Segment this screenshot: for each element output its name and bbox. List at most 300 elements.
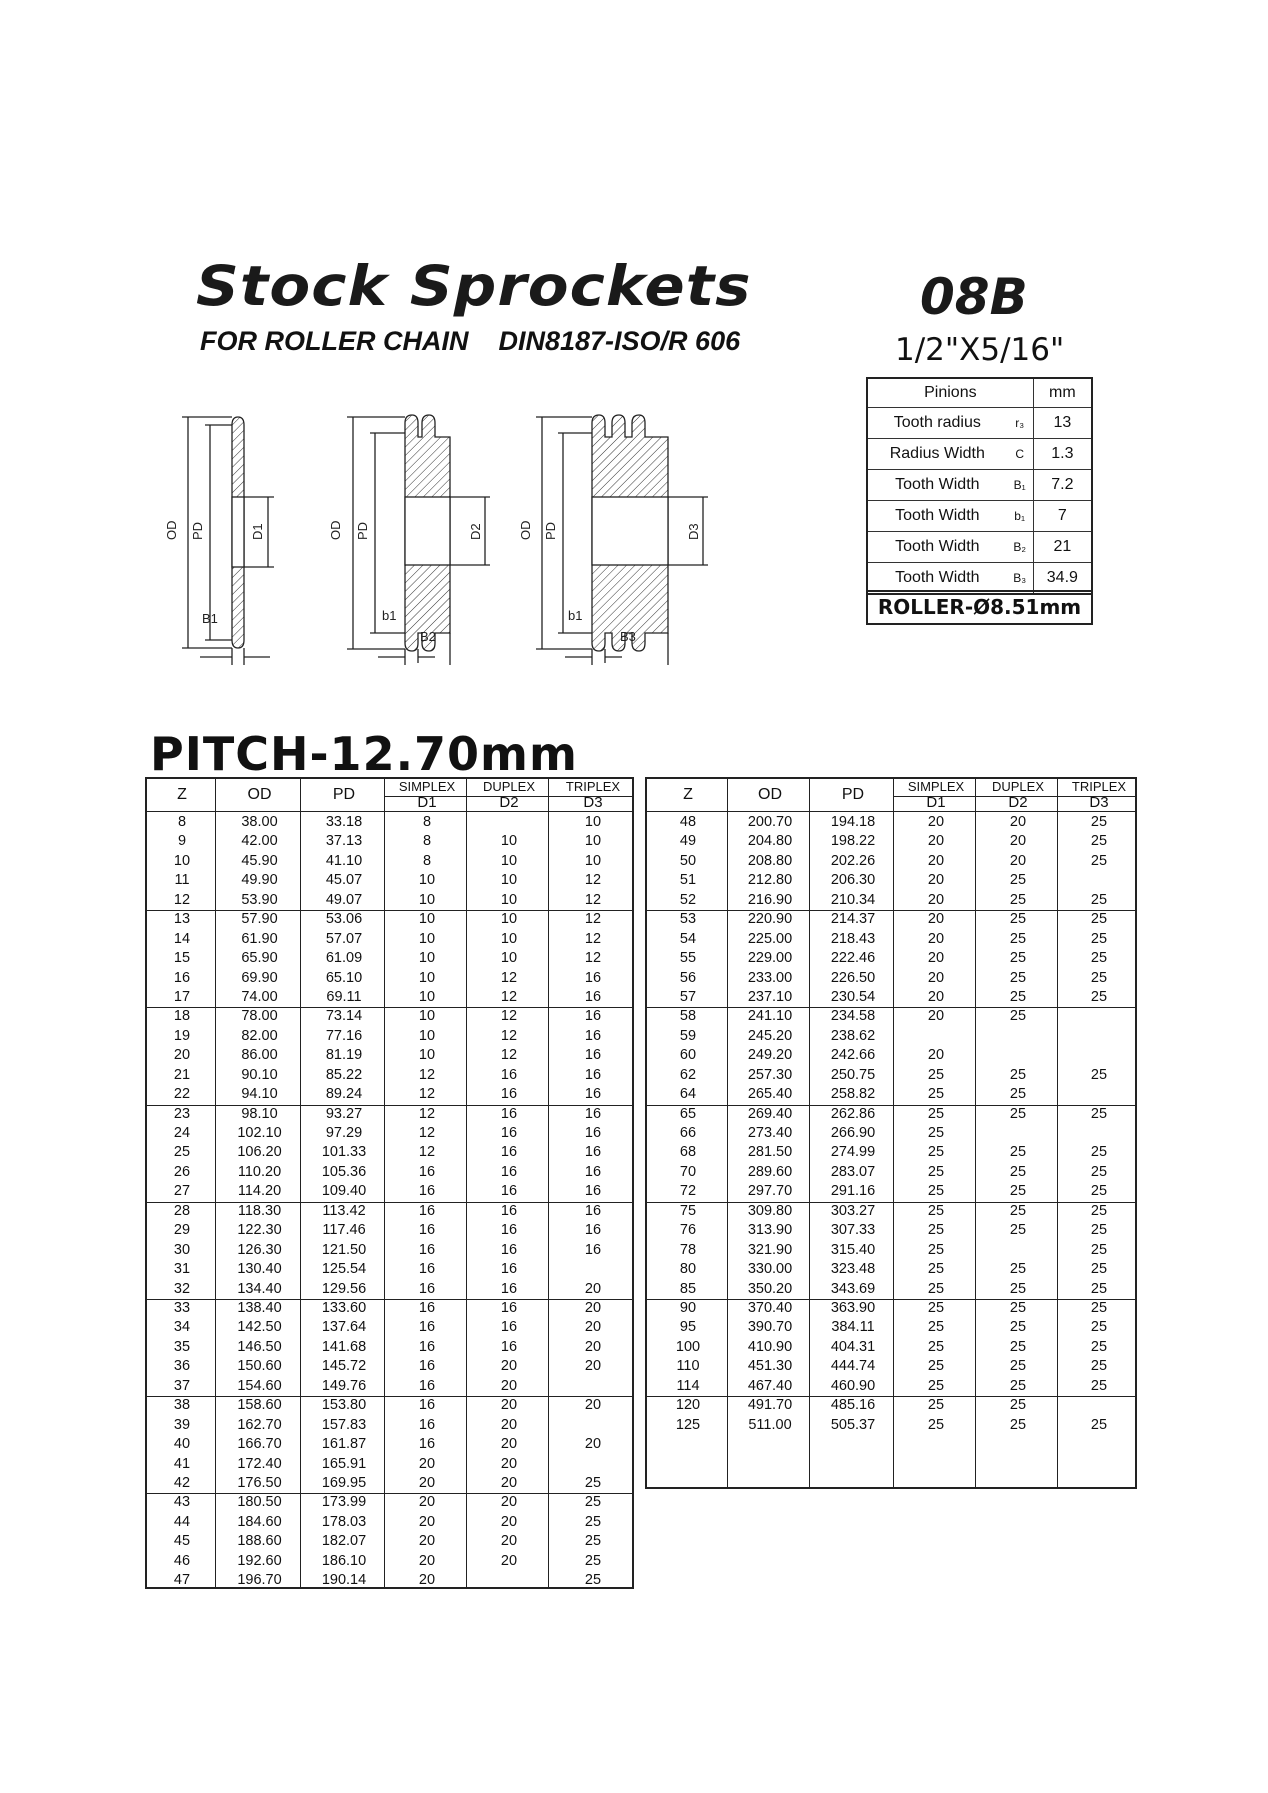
cell-d3: 12 — [584, 930, 602, 947]
cell-pd: 250.75 — [830, 1066, 876, 1083]
cell-d2: 25 — [1009, 950, 1027, 967]
cell-pd: 101.33 — [321, 1144, 367, 1161]
cell-z: 31 — [173, 1261, 191, 1278]
cell-pd: 141.68 — [321, 1338, 367, 1355]
cell-d2 — [977, 1027, 1059, 1046]
cell-z: 70 — [679, 1163, 697, 1180]
cell-d1: 25 — [927, 1222, 945, 1239]
cell-z: 57 — [679, 988, 697, 1005]
cell-pd: 186.10 — [321, 1552, 367, 1569]
cell-od: 98.10 — [241, 1105, 278, 1122]
cell-pd: 505.37 — [830, 1416, 876, 1433]
page-subtitle: FOR ROLLER CHAIN DIN8187-ISO/R 606 — [200, 326, 741, 356]
cell-d3: 25 — [1090, 911, 1108, 928]
cell-pd: 77.16 — [325, 1027, 363, 1044]
cell-d2: 10 — [500, 911, 518, 928]
cell-d3: 25 — [1090, 1163, 1108, 1180]
cell-d3: 20 — [584, 1300, 602, 1316]
cell-d2: 16 — [500, 1300, 518, 1316]
header-duplex: DUPLEX — [482, 779, 536, 794]
cell-od: 78.00 — [241, 1008, 278, 1025]
cell-od: 451.30 — [747, 1358, 793, 1375]
cell-d2: 16 — [500, 1144, 518, 1161]
cell-z: 41 — [173, 1455, 191, 1472]
cell-od: 172.40 — [237, 1455, 282, 1472]
cell-pd: 307.33 — [830, 1222, 876, 1239]
cell-d1: 10 — [418, 1047, 436, 1064]
cell-z: 65 — [679, 1105, 697, 1122]
cell-pd: 33.18 — [325, 814, 363, 830]
cell-d2: 12 — [500, 1047, 518, 1064]
cell-d2: 20 — [500, 1377, 518, 1394]
cell-z: 22 — [173, 1086, 191, 1103]
cell-pd: 113.42 — [322, 1202, 366, 1219]
cell-od: 86.00 — [241, 1047, 278, 1064]
cell-od: 130.40 — [237, 1261, 282, 1278]
cell-pd: 57.07 — [325, 930, 363, 947]
cell-z: 37 — [173, 1377, 191, 1394]
header-triplex: TRIPLEX — [1071, 779, 1127, 794]
cell-d2: 16 — [500, 1066, 518, 1083]
cell-z: 28 — [173, 1202, 191, 1219]
cell-z: 35 — [173, 1338, 191, 1355]
cell-d3: 25 — [584, 1552, 602, 1569]
cell-d1: 12 — [418, 1144, 436, 1161]
pinion-symbol: C — [1007, 439, 1034, 470]
cell-d1: 25 — [927, 1086, 945, 1103]
cell-z: 50 — [679, 852, 697, 869]
cell-d3 — [1059, 1085, 1139, 1104]
cell-d2: 16 — [500, 1222, 518, 1239]
cell-d2: 20 — [500, 1397, 518, 1414]
cell-od: 273.40 — [747, 1125, 793, 1142]
cell-od: 491.70 — [747, 1397, 793, 1414]
cell-od: 180.50 — [237, 1494, 282, 1511]
cell-z: 49 — [679, 833, 697, 850]
cell-z: 72 — [679, 1183, 697, 1200]
cell-od: 208.80 — [747, 852, 793, 869]
cell-z: 110 — [676, 1358, 700, 1375]
cell-od: 237.10 — [747, 988, 793, 1005]
cell-d1: 12 — [418, 1105, 436, 1122]
cell-d1: 25 — [927, 1241, 945, 1258]
cell-d3: 20 — [584, 1280, 602, 1297]
cell-pd: 117.46 — [322, 1222, 366, 1239]
pinion-label: Tooth Width — [867, 563, 1007, 595]
cell-d3: 20 — [584, 1436, 602, 1453]
label-pd: PD — [543, 521, 558, 540]
cell-d1: 16 — [418, 1241, 436, 1258]
cell-pd: 73.14 — [325, 1008, 363, 1025]
cell-d3: 16 — [584, 1086, 602, 1103]
cell-z: 40 — [173, 1436, 191, 1453]
cell-pd: 194.18 — [830, 814, 876, 830]
cell-pd: 485.16 — [830, 1397, 876, 1414]
cell-od: 176.50 — [237, 1474, 282, 1491]
cell-d2: 20 — [500, 1474, 518, 1491]
cell-d2: 25 — [1009, 1144, 1027, 1161]
label-d3: D3 — [686, 523, 701, 540]
cell-d2: 25 — [1009, 911, 1027, 928]
cell-od: 204.80 — [747, 833, 793, 850]
cell-od: 110.20 — [237, 1163, 282, 1180]
cell-pd: 291.16 — [830, 1183, 876, 1200]
cell-pd: 45.07 — [325, 872, 363, 889]
label-pd: PD — [355, 521, 370, 540]
cell-pd: 198.22 — [830, 833, 876, 850]
cell-d2: 16 — [500, 1241, 518, 1258]
cell-d1: 8 — [422, 852, 432, 869]
cell-d1: 20 — [418, 1572, 436, 1589]
label-od: OD — [164, 520, 179, 540]
cell-d3: 25 — [584, 1513, 602, 1530]
pinion-symbol: B₁ — [1007, 470, 1034, 501]
cell-od: 53.90 — [241, 891, 278, 908]
cell-z: 90 — [679, 1300, 697, 1316]
simplex-diagram — [164, 417, 274, 665]
cell-pd: 105.36 — [321, 1163, 367, 1180]
cell-d2: 25 — [1009, 1319, 1027, 1336]
pinion-value: 21 — [1033, 532, 1092, 563]
cell-d1: 25 — [927, 1066, 945, 1083]
cell-d1: 10 — [418, 872, 436, 889]
label-od: OD — [328, 520, 343, 540]
cell-d3 — [550, 1377, 636, 1396]
cell-d1: 10 — [418, 1027, 436, 1044]
cell-z: 15 — [173, 950, 191, 967]
cell-pd: 266.90 — [830, 1125, 876, 1142]
cell-z: 13 — [173, 911, 191, 928]
cell-z: 120 — [675, 1397, 701, 1414]
cell-od: 313.90 — [747, 1222, 793, 1239]
cell-d3: 25 — [1090, 930, 1108, 947]
cell-d2: 25 — [1009, 1338, 1027, 1355]
cell-pd: 190.14 — [321, 1572, 367, 1589]
cell-z: 60 — [679, 1047, 697, 1064]
cell-d3: 16 — [584, 1163, 602, 1180]
cell-d3: 25 — [584, 1533, 602, 1550]
cell-d2: 25 — [1009, 1300, 1027, 1316]
cell-z: 48 — [679, 814, 697, 830]
cell-d2: 20 — [500, 1358, 518, 1375]
cell-od: 370.40 — [747, 1300, 793, 1316]
cell-d3: 25 — [1090, 1416, 1108, 1433]
cell-d1: 20 — [927, 988, 945, 1005]
pinions-title: Pinions — [867, 378, 1033, 408]
cell-z: 36 — [173, 1358, 191, 1375]
cell-z: 17 — [173, 988, 191, 1005]
cell-z: 125 — [675, 1416, 701, 1433]
cell-pd: 157.83 — [321, 1416, 367, 1433]
cell-pd: 363.90 — [830, 1300, 876, 1316]
cell-z: 24 — [173, 1125, 191, 1142]
cell-pd: 226.50 — [830, 969, 876, 986]
cell-d1: 16 — [418, 1377, 436, 1394]
cell-d2 — [977, 1241, 1059, 1260]
cell-pd: 121.50 — [321, 1241, 367, 1258]
cell-d3: 12 — [584, 911, 602, 928]
cell-d3: 16 — [584, 1066, 602, 1083]
cell-z: 29 — [173, 1222, 191, 1239]
cell-od: 61.90 — [241, 930, 278, 947]
cell-d3 — [1059, 871, 1139, 890]
cell-od: 49.90 — [241, 872, 278, 889]
cell-pd: 444.74 — [830, 1358, 876, 1375]
header-od: OD — [247, 786, 272, 803]
cell-d1: 20 — [927, 814, 945, 830]
pinion-value: 1.3 — [1033, 439, 1092, 470]
cell-pd: 165.91 — [321, 1455, 367, 1472]
cell-d3: 25 — [1090, 1183, 1108, 1200]
cell-d2: 25 — [1009, 1066, 1027, 1083]
cell-z: 34 — [173, 1319, 191, 1336]
cell-pd: 206.30 — [830, 872, 876, 889]
cell-d2: 25 — [1009, 1008, 1027, 1025]
cell-od: 82.00 — [241, 1027, 278, 1044]
cell-d3: 25 — [1090, 1202, 1108, 1219]
cell-d3: 25 — [1090, 833, 1108, 850]
cell-d3: 16 — [584, 1047, 602, 1064]
header-od: OD — [758, 786, 782, 803]
header-simplex: SIMPLEX — [398, 779, 456, 794]
cell-d1: 10 — [418, 891, 436, 908]
cell-d3: 16 — [584, 1144, 602, 1161]
cell-pd: 343.69 — [830, 1280, 876, 1297]
label-pd: PD — [190, 521, 205, 540]
cell-od: 192.60 — [237, 1552, 282, 1569]
cell-od: 350.20 — [747, 1280, 793, 1297]
cell-d1: 20 — [418, 1552, 436, 1569]
cell-d2: 10 — [500, 891, 518, 908]
label-d2: D2 — [468, 523, 483, 540]
pinion-value: 7 — [1033, 501, 1092, 532]
cell-d3: 16 — [584, 988, 602, 1005]
cell-d1: 20 — [927, 930, 945, 947]
cell-d1: 16 — [418, 1280, 436, 1297]
cell-d1: 10 — [418, 969, 436, 986]
cell-z: 68 — [679, 1144, 697, 1161]
header-z: Z — [177, 786, 187, 803]
cell-d1: 25 — [927, 1280, 945, 1297]
header-d3: D3 — [1089, 794, 1109, 811]
header-divider — [647, 811, 1135, 812]
cell-d2: 25 — [1009, 1416, 1027, 1433]
header-duplex: DUPLEX — [991, 779, 1045, 794]
cell-d3: 25 — [1090, 852, 1108, 869]
cell-d3: 25 — [1090, 1144, 1108, 1161]
cell-pd: 65.10 — [325, 969, 363, 986]
cell-od: 118.30 — [237, 1202, 282, 1219]
cell-z: 10 — [173, 852, 191, 869]
cell-d1: 16 — [418, 1319, 436, 1336]
cell-od: 142.50 — [237, 1319, 282, 1336]
cell-d3: 16 — [584, 1222, 602, 1239]
cell-d3 — [550, 1260, 636, 1279]
cell-pd: 85.22 — [325, 1066, 363, 1083]
cell-od: 216.90 — [747, 891, 793, 908]
cell-d1: 20 — [927, 1047, 945, 1064]
cell-d1: 25 — [927, 1105, 945, 1122]
cell-pd: 323.48 — [830, 1261, 876, 1278]
cell-z: 23 — [173, 1105, 191, 1122]
pinion-label: Tooth Width — [867, 532, 1007, 563]
cell-z: 85 — [679, 1280, 697, 1297]
pitch-heading: PITCH-12.70mm — [150, 727, 578, 781]
cell-d1: 25 — [927, 1338, 945, 1355]
cell-od: 106.20 — [237, 1144, 282, 1161]
cell-d1: 25 — [927, 1261, 945, 1278]
cell-pd: 178.03 — [321, 1513, 367, 1530]
cell-d3: 25 — [1090, 1377, 1108, 1394]
pinion-label: Tooth Width — [867, 501, 1007, 532]
cell-pd: 129.56 — [321, 1280, 367, 1297]
page-title: Stock Sprockets — [196, 254, 752, 318]
cell-od: 220.90 — [747, 911, 793, 928]
cell-d2: 12 — [500, 969, 518, 986]
cell-z: 9 — [177, 833, 187, 850]
cell-pd: 145.72 — [321, 1358, 367, 1375]
header-pd: PD — [841, 786, 865, 803]
cell-od: 74.00 — [241, 988, 278, 1005]
cell-z: 51 — [679, 872, 697, 889]
cell-d3: 25 — [584, 1494, 602, 1511]
cell-d1: 10 — [418, 950, 436, 967]
cell-od: 134.40 — [237, 1280, 282, 1297]
cell-d3: 25 — [1090, 1280, 1108, 1297]
chain-size: 1/2"X5/16" — [895, 332, 1065, 368]
cell-d2: 16 — [500, 1319, 518, 1336]
cell-od: 126.30 — [237, 1241, 282, 1258]
label-d1: D1 — [250, 523, 265, 540]
cell-z: 56 — [679, 969, 697, 986]
cell-d1: 25 — [927, 1358, 945, 1375]
cell-z: 66 — [679, 1125, 697, 1142]
cell-d2: 25 — [1009, 1105, 1027, 1122]
cell-od: 158.60 — [237, 1397, 282, 1414]
cell-d1: 20 — [418, 1455, 436, 1472]
cell-z: 76 — [679, 1222, 697, 1239]
cell-d1: 16 — [418, 1183, 436, 1200]
cell-d3: 25 — [1090, 1222, 1108, 1239]
cell-d3: 25 — [1090, 1105, 1108, 1122]
sprocket-table-right — [645, 777, 1137, 1489]
cell-d1: 20 — [927, 891, 945, 908]
cell-z: 25 — [173, 1144, 191, 1161]
label-b1: B1 — [202, 611, 218, 626]
cell-od: 45.90 — [241, 852, 278, 869]
cell-d3: 25 — [584, 1474, 602, 1491]
cell-d2: 25 — [1009, 988, 1027, 1005]
cell-d2 — [977, 1124, 1059, 1143]
cell-d3: 16 — [584, 1027, 602, 1044]
cell-d1: 10 — [418, 930, 436, 947]
cell-pd: 149.76 — [321, 1377, 367, 1394]
cell-d3: 20 — [584, 1319, 602, 1336]
cell-d1: 8 — [422, 833, 432, 850]
cell-d2 — [468, 1571, 550, 1590]
cell-z: 114 — [676, 1377, 700, 1394]
cell-d2: 25 — [1009, 891, 1027, 908]
cell-z: 64 — [679, 1086, 697, 1103]
cell-d3: 16 — [584, 1008, 602, 1025]
cell-d3: 16 — [584, 1125, 602, 1142]
cell-pd: 460.90 — [830, 1377, 876, 1394]
pinion-symbol: B₃ — [1007, 563, 1034, 595]
cell-z: 33 — [173, 1300, 191, 1316]
sprocket-table-left — [145, 777, 634, 1589]
cell-d2: 20 — [1009, 852, 1027, 869]
cell-od: 511.00 — [748, 1416, 792, 1433]
cell-d2: 16 — [500, 1202, 518, 1219]
cell-z: 16 — [173, 969, 191, 986]
cell-d3: 25 — [1090, 814, 1108, 830]
cell-d1: 20 — [927, 1008, 945, 1025]
cell-z: 80 — [679, 1261, 697, 1278]
cell-d1: 10 — [418, 1008, 436, 1025]
cell-d3: 10 — [584, 814, 602, 830]
header-z: Z — [683, 786, 693, 803]
cell-d3: 25 — [1090, 1300, 1108, 1316]
cell-d1: 16 — [418, 1416, 436, 1433]
cell-d3: 25 — [1090, 969, 1108, 986]
cell-d1: 25 — [927, 1319, 945, 1336]
cell-d1: 20 — [418, 1533, 436, 1550]
cell-d3: 25 — [1090, 950, 1108, 967]
cell-d3: 25 — [1090, 891, 1108, 908]
cell-d3: 10 — [584, 852, 602, 869]
cell-z: 46 — [173, 1552, 191, 1569]
cell-z: 14 — [173, 930, 191, 947]
cell-d2: 16 — [500, 1163, 518, 1180]
cell-od: 390.70 — [747, 1319, 793, 1336]
cell-d2: 25 — [1009, 1202, 1027, 1219]
cell-pd: 210.34 — [830, 891, 876, 908]
cell-z: 11 — [174, 872, 190, 889]
cell-d1: 16 — [418, 1397, 436, 1414]
pinions-table — [866, 377, 1093, 595]
cell-od: 42.00 — [241, 833, 278, 850]
cell-d1: 10 — [418, 911, 436, 928]
cell-pd: 89.24 — [325, 1086, 363, 1103]
cell-pd: 258.82 — [830, 1086, 876, 1103]
cell-z: 43 — [173, 1494, 191, 1511]
cell-d2: 20 — [500, 1533, 518, 1550]
cell-d2: 25 — [1009, 1280, 1027, 1297]
cell-d1: 16 — [418, 1436, 436, 1453]
cell-od: 265.40 — [747, 1086, 793, 1103]
cell-d2: 10 — [500, 872, 518, 889]
cell-d3: 16 — [584, 969, 602, 986]
cell-od: 410.90 — [747, 1338, 793, 1355]
cell-d2: 16 — [500, 1086, 518, 1103]
cell-od: 146.50 — [237, 1338, 282, 1355]
cell-d1: 12 — [418, 1066, 436, 1083]
cell-z: 20 — [173, 1047, 191, 1064]
cell-od: 166.70 — [237, 1436, 282, 1453]
pinion-label: Radius Width — [867, 439, 1007, 470]
cell-od: 241.10 — [747, 1008, 793, 1025]
cell-pd: 137.64 — [321, 1319, 367, 1336]
cell-pd: 262.86 — [830, 1105, 876, 1122]
cell-d3 — [1059, 1396, 1139, 1415]
cell-d2: 12 — [500, 1027, 518, 1044]
cell-d1: 20 — [927, 911, 945, 928]
cell-pd: 69.11 — [326, 988, 362, 1005]
cell-z: 39 — [173, 1416, 191, 1433]
cell-d3: 16 — [584, 1183, 602, 1200]
header-d3: D3 — [583, 794, 603, 811]
cell-d1: 20 — [418, 1513, 436, 1530]
